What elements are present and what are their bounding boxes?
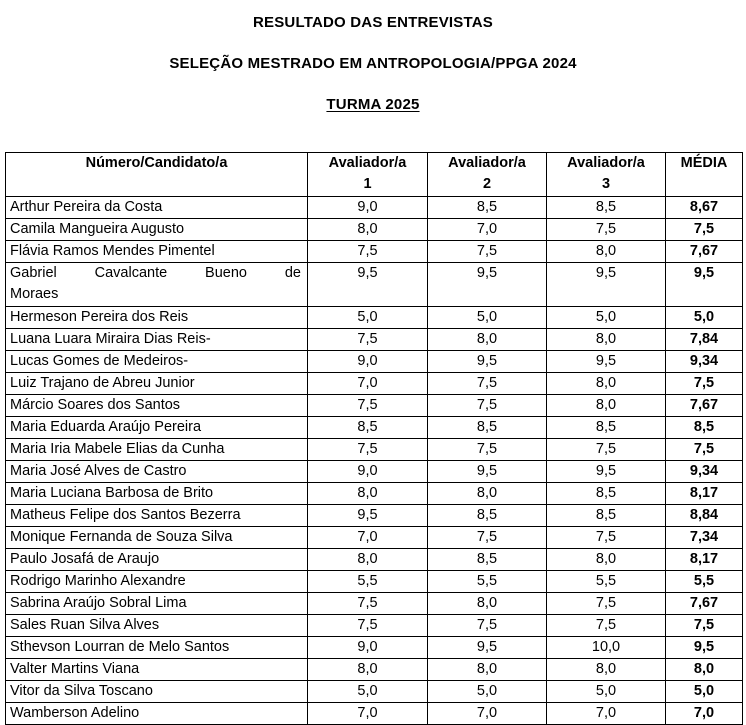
cell-avaliador-1: 9,0	[308, 461, 428, 483]
cell-media: 7,5	[666, 219, 743, 241]
cell-media: 8,5	[666, 417, 743, 439]
cell-avaliador-2: 8,0	[428, 659, 547, 681]
cell-media: 8,17	[666, 483, 743, 505]
table-row	[6, 637, 743, 659]
column-header-media	[666, 153, 743, 197]
cell-avaliador-3: 5,5	[547, 571, 666, 593]
cell-avaliador-2: 9,5	[428, 637, 547, 659]
cell-avaliador-1: 9,0	[308, 637, 428, 659]
cell-media: 7,67	[666, 395, 743, 417]
cell-candidate-name: Márcio Soares dos Santos	[6, 395, 308, 417]
column-header-avaliador-3	[547, 153, 666, 197]
cell-candidate-name: Sabrina Araújo Sobral Lima	[6, 593, 308, 615]
cell-avaliador-2: 8,5	[428, 549, 547, 571]
cell-avaliador-3: 7,5	[547, 615, 666, 637]
cell-avaliador-2: 8,0	[428, 329, 547, 351]
cell-avaliador-1: 7,5	[308, 395, 428, 417]
cell-avaliador-1: 8,0	[308, 219, 428, 241]
cell-candidate-name: Flávia Ramos Mendes Pimentel	[6, 241, 308, 263]
cell-avaliador-1: 7,0	[308, 373, 428, 395]
heading-resultado-das-entrevistas: RESULTADO DAS ENTREVISTAS	[252, 14, 493, 31]
table-row	[6, 263, 743, 307]
column-header-avaliador-1-label: Avaliador/a	[328, 155, 407, 171]
cell-avaliador-1: 7,0	[308, 703, 428, 725]
table-row	[6, 241, 743, 263]
cell-candidate-name: Hermeson Pereira dos Reis	[6, 307, 308, 329]
cell-avaliador-1: 8,5	[308, 417, 428, 439]
cell-avaliador-3: 5,0	[547, 681, 666, 703]
cell-candidate-name: Luana Luara Miraira Dias Reis-	[6, 329, 308, 351]
cell-avaliador-3: 7,5	[547, 527, 666, 549]
results-table-container	[5, 152, 742, 725]
table-row	[6, 307, 743, 329]
cell-avaliador-2: 7,0	[428, 703, 547, 725]
cell-avaliador-2: 7,5	[428, 439, 547, 461]
column-header-media-label: MÉDIA	[680, 155, 728, 171]
cell-media: 7,5	[666, 373, 743, 395]
cell-avaliador-1: 9,0	[308, 351, 428, 373]
cell-avaliador-2: 7,0	[428, 219, 547, 241]
cell-avaliador-2: 8,5	[428, 505, 547, 527]
column-header-avaliador-3-number: 3	[601, 176, 611, 192]
cell-media: 8,67	[666, 197, 743, 219]
cell-candidate-name-line2: Moraes	[10, 286, 59, 302]
cell-avaliador-2: 7,5	[428, 373, 547, 395]
cell-media: 7,34	[666, 527, 743, 549]
column-header-avaliador-2-number: 2	[482, 176, 492, 192]
cell-avaliador-1: 7,0	[308, 527, 428, 549]
cell-media: 8,0	[666, 659, 743, 681]
table-row	[6, 483, 743, 505]
cell-avaliador-3: 7,0	[547, 703, 666, 725]
cell-avaliador-1: 7,5	[308, 329, 428, 351]
cell-avaliador-1: 8,0	[308, 483, 428, 505]
cell-avaliador-1: 9,5	[308, 505, 428, 527]
cell-avaliador-2: 7,5	[428, 615, 547, 637]
cell-avaliador-3: 5,0	[547, 307, 666, 329]
column-header-avaliador-1	[308, 153, 428, 197]
cell-avaliador-1: 9,5	[308, 263, 428, 307]
cell-media: 5,0	[666, 681, 743, 703]
column-header-avaliador-2-label: Avaliador/a	[448, 155, 526, 171]
table-row	[6, 219, 743, 241]
cell-avaliador-2: 9,5	[428, 461, 547, 483]
cell-avaliador-1: 5,5	[308, 571, 428, 593]
cell-media: 9,34	[666, 351, 743, 373]
cell-candidate-name: Maria José Alves de Castro	[6, 461, 308, 483]
cell-avaliador-2: 7,5	[428, 241, 547, 263]
cell-media: 7,84	[666, 329, 743, 351]
cell-avaliador-3: 9,5	[547, 461, 666, 483]
cell-candidate-name: Wamberson Adelino	[6, 703, 308, 725]
table-row	[6, 659, 743, 681]
cell-avaliador-2: 5,0	[428, 681, 547, 703]
table-row	[6, 681, 743, 703]
heading-selecao-mestrado: SELEÇÃO MESTRADO EM ANTROPOLOGIA/PPGA 2024	[169, 55, 577, 72]
column-header-avaliador-2	[428, 153, 547, 197]
cell-candidate-name: Luiz Trajano de Abreu Junior	[6, 373, 308, 395]
column-header-candidato-label: Número/Candidato/a	[85, 155, 228, 171]
cell-media: 7,67	[666, 593, 743, 615]
cell-avaliador-1: 5,0	[308, 307, 428, 329]
cell-avaliador-3: 8,0	[547, 395, 666, 417]
cell-avaliador-1: 5,0	[308, 681, 428, 703]
cell-avaliador-3: 8,5	[547, 417, 666, 439]
cell-avaliador-3: 7,5	[547, 219, 666, 241]
column-header-avaliador-3-label: Avaliador/a	[567, 155, 645, 171]
cell-avaliador-3: 10,0	[547, 637, 666, 659]
cell-media: 9,34	[666, 461, 743, 483]
document-headings	[0, 0, 746, 112]
cell-candidate-name: Maria Iria Mabele Elias da Cunha	[6, 439, 308, 461]
cell-media: 7,5	[666, 439, 743, 461]
table-header	[6, 153, 743, 197]
cell-media: 7,0	[666, 703, 743, 725]
cell-candidate-name: Lucas Gomes de Medeiros-	[6, 351, 308, 373]
cell-avaliador-3: 9,5	[547, 263, 666, 307]
cell-candidate-name: Sales Ruan Silva Alves	[6, 615, 308, 637]
cell-media: 8,17	[666, 549, 743, 571]
cell-avaliador-1: 7,5	[308, 593, 428, 615]
cell-avaliador-3: 8,0	[547, 241, 666, 263]
cell-avaliador-2: 8,5	[428, 197, 547, 219]
cell-avaliador-3: 8,0	[547, 373, 666, 395]
cell-media: 5,5	[666, 571, 743, 593]
table-row	[6, 549, 743, 571]
column-header-candidato	[6, 153, 308, 197]
table-row	[6, 461, 743, 483]
cell-avaliador-1: 9,0	[308, 197, 428, 219]
table-header-row	[6, 153, 743, 197]
cell-candidate-name: Valter Martins Viana	[6, 659, 308, 681]
table-row	[6, 439, 743, 461]
cell-avaliador-2: 7,5	[428, 527, 547, 549]
table-row	[6, 373, 743, 395]
cell-avaliador-3: 7,5	[547, 593, 666, 615]
cell-candidate-name: Vitor da Silva Toscano	[6, 681, 308, 703]
cell-candidate-name: Maria Luciana Barbosa de Brito	[6, 483, 308, 505]
cell-media: 9,5	[666, 263, 743, 307]
cell-avaliador-1: 7,5	[308, 241, 428, 263]
cell-media: 7,5	[666, 615, 743, 637]
table-row	[6, 703, 743, 725]
cell-candidate-name: Rodrigo Marinho Alexandre	[6, 571, 308, 593]
cell-avaliador-1: 8,0	[308, 549, 428, 571]
column-header-avaliador-1-number: 1	[363, 176, 372, 192]
cell-avaliador-2: 9,5	[428, 263, 547, 307]
cell-avaliador-3: 8,0	[547, 549, 666, 571]
table-row	[6, 505, 743, 527]
cell-candidate-name: Monique Fernanda de Souza Silva	[6, 527, 308, 549]
cell-avaliador-3: 8,5	[547, 483, 666, 505]
cell-candidate-name: Arthur Pereira da Costa	[6, 197, 308, 219]
cell-avaliador-3: 8,0	[547, 329, 666, 351]
table-row	[6, 615, 743, 637]
table-row	[6, 527, 743, 549]
table-row	[6, 593, 743, 615]
cell-media: 7,67	[666, 241, 743, 263]
cell-avaliador-2: 8,0	[428, 483, 547, 505]
cell-avaliador-2: 5,5	[428, 571, 547, 593]
heading-turma-text: TURMA 2025	[326, 96, 420, 113]
table-row	[6, 197, 743, 219]
cell-candidate-name: Sthevson Lourran de Melo Santos	[6, 637, 308, 659]
cell-media: 9,5	[666, 637, 743, 659]
table-row	[6, 571, 743, 593]
cell-avaliador-3: 8,5	[547, 197, 666, 219]
cell-media: 8,84	[666, 505, 743, 527]
cell-avaliador-2: 9,5	[428, 351, 547, 373]
table-row	[6, 395, 743, 417]
table-row	[6, 351, 743, 373]
cell-candidate-name: Matheus Felipe dos Santos Bezerra	[6, 505, 308, 527]
cell-avaliador-3: 8,5	[547, 505, 666, 527]
table-body	[6, 197, 743, 725]
cell-avaliador-1: 8,0	[308, 659, 428, 681]
cell-candidate-name: Maria Eduarda Araújo Pereira	[6, 417, 308, 439]
cell-avaliador-2: 7,5	[428, 395, 547, 417]
results-table	[5, 152, 743, 725]
cell-avaliador-2: 5,0	[428, 307, 547, 329]
cell-avaliador-1: 7,5	[308, 439, 428, 461]
heading-turma	[0, 71, 746, 112]
cell-avaliador-2: 8,0	[428, 593, 547, 615]
cell-avaliador-3: 7,5	[547, 439, 666, 461]
cell-avaliador-3: 9,5	[547, 351, 666, 373]
cell-media: 5,0	[666, 307, 743, 329]
cell-avaliador-2: 8,5	[428, 417, 547, 439]
cell-candidate-name: Camila Mangueira Augusto	[6, 219, 308, 241]
cell-candidate-name: Paulo Josafá de Araujo	[6, 549, 308, 571]
cell-avaliador-1: 7,5	[308, 615, 428, 637]
cell-candidate-name: Gabriel Cavalcante Bueno de Moraes	[6, 263, 308, 307]
table-row	[6, 329, 743, 351]
table-row	[6, 417, 743, 439]
cell-avaliador-3: 8,0	[547, 659, 666, 681]
